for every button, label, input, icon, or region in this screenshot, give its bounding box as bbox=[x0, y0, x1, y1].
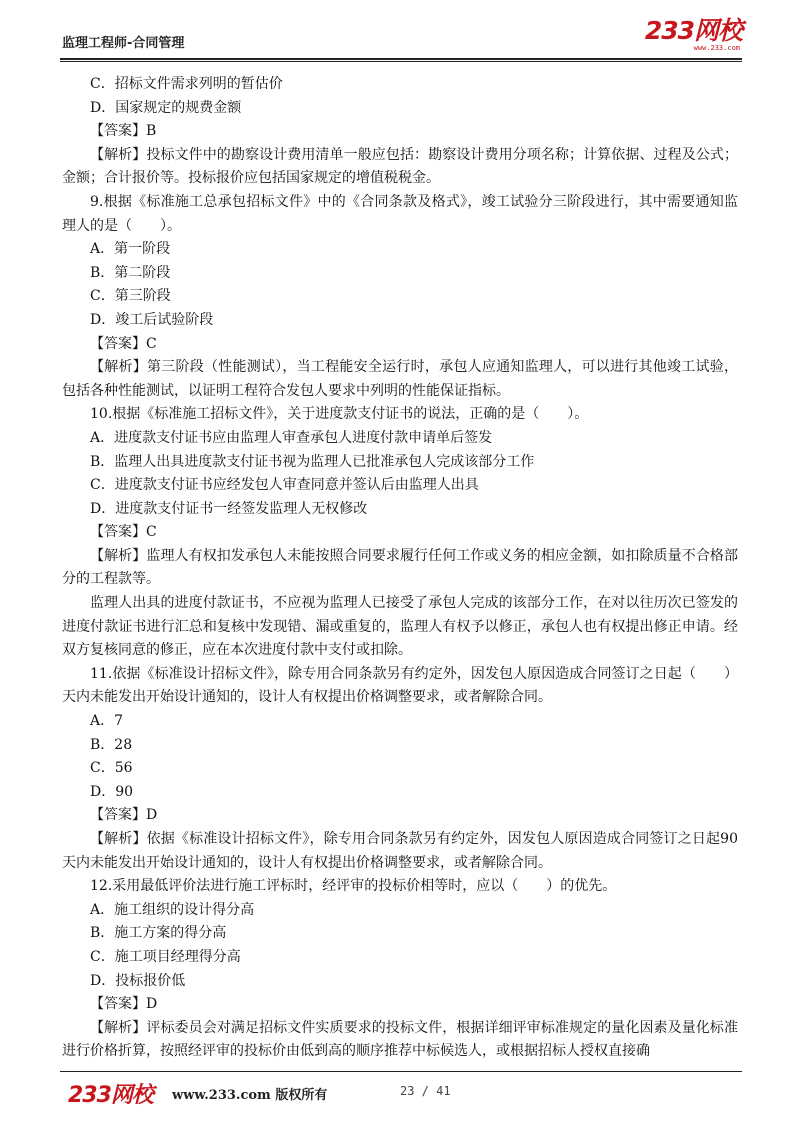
brand-logo[interactable] bbox=[645, 18, 742, 52]
answer-key: 【答案】D bbox=[90, 996, 158, 1013]
answer-key: 【答案】C bbox=[90, 524, 157, 541]
text-paragraph: 监理人出具的进度付款证书，不应视为监理人已接受了承包人完成的该部分工作，在对以往历次已签发的进度付款证书进行汇总和复核中发现错、漏或重复的，监理人有权予以修正，承包人也有权提出修正申请。经双方复核同意的修正，应在本次进度付款中支付或扣除。 bbox=[62, 595, 738, 659]
text-paragraph: 9.根据《标准施工总承包招标文件》中的《合同条款及格式》，竣工试验分三阶段进行，其中需要通知监理人的是（ ）。 bbox=[62, 193, 738, 234]
header-divider bbox=[60, 58, 742, 60]
answer-key: 【答案】B bbox=[90, 123, 157, 140]
text-paragraph: 【解析】监理人有权扣发承包人未能按照合同要求履行任何工作或义务的相应金额，如扣除质量不合格部分的工程款等。 bbox=[62, 547, 738, 588]
page-number: 23 / 41 bbox=[400, 1084, 451, 1098]
text-paragraph: 10.根据《标准施工招标文件》，关于进度款支付证书的说法，正确的是（ ）。 bbox=[90, 406, 589, 423]
answer-option: A．进度款支付证书应由监理人审查承包人进度付款申请单后签发 bbox=[90, 429, 493, 446]
logo-text: 233网校 bbox=[644, 16, 742, 45]
answer-option: C．第三阶段 bbox=[90, 288, 171, 305]
footer-copyright: www.233.com 版权所有 bbox=[172, 1088, 328, 1103]
text-paragraph: 11.依据《标准设计招标文件》，除专用合同条款另有约定外，因发包人原因造成合同签订之日起（ ）天内未能发出开始设计通知的，设计人有权提出价格调整要求，或者解除合同。 bbox=[62, 665, 738, 706]
logo-url: www.233.com bbox=[693, 44, 740, 52]
text-paragraph: 【解析】第三阶段（性能测试），当工程能安全运行时，承包人应通知监理人，可以进行其他竣工试验，包括各种性能测试，以证明工程符合发包人要求中列明的性能保证指标。 bbox=[62, 359, 738, 399]
answer-option: D．国家规定的规费金额 bbox=[90, 99, 242, 116]
answer-key: 【答案】C bbox=[90, 335, 157, 352]
text-paragraph: 【解析】评标委员会对满足招标文件实质要求的投标文件，根据详细评审标准规定的量化因素及量化标准进行价格折算，按照经评审的投标价由低到高的顺序推荐中标候选人，或根据招标人授权直接确 bbox=[62, 1019, 738, 1060]
answer-option: D．进度款支付证书一经签发监理人无权修改 bbox=[90, 500, 368, 517]
answer-option: D．投标报价低 bbox=[90, 972, 186, 989]
answer-option: C．招标文件需求列明的暂估价 bbox=[90, 76, 283, 92]
answer-option: A．第一阶段 bbox=[90, 241, 171, 258]
text-paragraph: 【解析】投标文件中的勘察设计费用清单一般应包括：勘察设计费用分项名称；计算依据、过程及公式；金额；合计报价等。投标报价应包括国家规定的增值税税金。 bbox=[62, 146, 738, 187]
answer-option: B．监理人出具进度款支付证书视为监理人已批准承包人完成该部分工作 bbox=[90, 453, 535, 470]
footer-logo[interactable]: 233网校 bbox=[68, 1083, 153, 1108]
answer-option: B．施工方案的得分高 bbox=[90, 925, 227, 942]
document-body bbox=[62, 73, 738, 1064]
footer-divider bbox=[60, 1071, 742, 1072]
answer-option: B．28 bbox=[90, 736, 133, 753]
answer-option: B．第二阶段 bbox=[90, 264, 171, 281]
answer-option: C．施工项目经理得分高 bbox=[90, 948, 241, 965]
header-title: 监理工程师-合同管理 bbox=[62, 36, 185, 51]
text-paragraph: 12.采用最低评价法进行施工评标时，经评审的投标价相等时，应以（ ）的优先。 bbox=[90, 878, 617, 895]
header-divider-thin bbox=[60, 61, 742, 62]
answer-key: 【答案】D bbox=[90, 807, 158, 824]
answer-option: A．施工组织的设计得分高 bbox=[90, 901, 255, 918]
answer-option: A．7 bbox=[90, 713, 124, 730]
text-paragraph: 【解析】依据《标准设计招标文件》，除专用合同条款另有约定外，因发包人原因造成合同签订之日起90天内未能发出开始设计通知的，设计人有权提出价格调整要求，或者解除合同。 bbox=[62, 831, 738, 871]
page-header bbox=[60, 14, 742, 58]
answer-option: D．竣工后试验阶段 bbox=[90, 311, 214, 328]
answer-option: D．90 bbox=[90, 783, 134, 800]
answer-option: C．56 bbox=[90, 760, 133, 777]
answer-option: C．进度款支付证书应经发包人审查同意并签认后由监理人出具 bbox=[90, 477, 479, 494]
page-footer bbox=[60, 1076, 742, 1106]
